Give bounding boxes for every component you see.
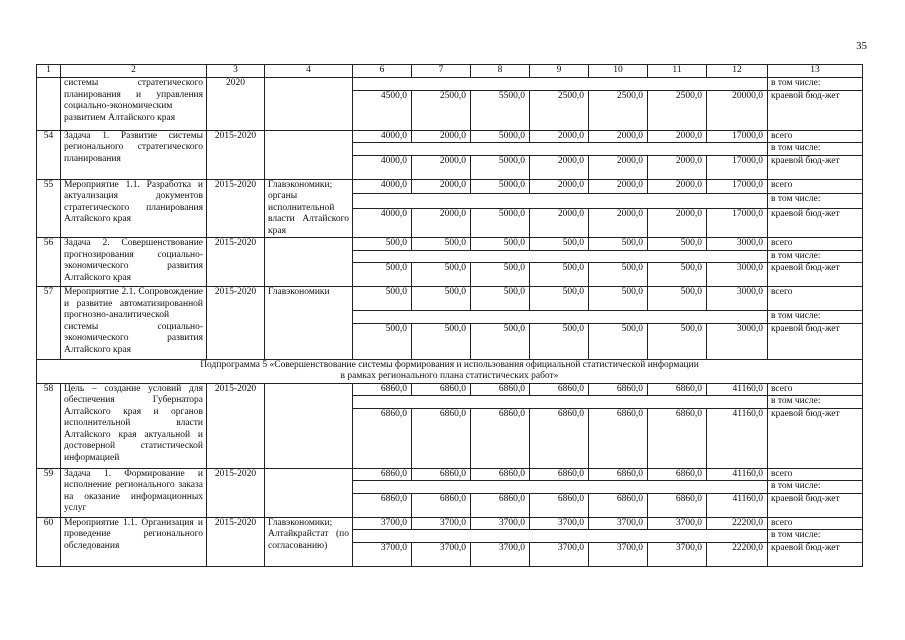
value-cell: 3700,0: [471, 517, 530, 530]
empty-cell: [353, 78, 768, 91]
value-cell: 20000,0: [707, 90, 768, 130]
value-cell: 3700,0: [471, 542, 530, 566]
item-years: 2015-2020: [207, 468, 265, 517]
item-executor: Главэкономики; Алтайкрайстат (по согласованию): [265, 517, 353, 566]
value-cell: 41160,0: [707, 468, 768, 481]
value-cell: 22200,0: [707, 517, 768, 530]
value-cell: 2500,0: [589, 90, 648, 130]
header-cell: 7: [412, 65, 471, 78]
funding-label: всего: [768, 238, 863, 251]
item-name: Мероприятие 2.1. Сопровождение и развитие автоматизированной прогнозно-аналитической системы социально-экономического развития Алтайского края: [61, 287, 207, 360]
row-number: 55: [37, 179, 61, 238]
item-name: Мероприятие 1.1. Разработка и актуализация документов стратегического планирования Алтайского края: [61, 179, 207, 238]
value-cell: 2000,0: [589, 179, 648, 194]
funding-label: всего: [768, 468, 863, 481]
funding-label: в том числе:: [768, 481, 863, 494]
value-cell: 6860,0: [412, 383, 471, 396]
row-number: 54: [37, 130, 61, 179]
value-cell: 41160,0: [707, 493, 768, 517]
value-cell: 3700,0: [530, 517, 589, 530]
value-cell: 2000,0: [589, 155, 648, 179]
value-cell: 500,0: [648, 323, 707, 359]
value-cell: 2000,0: [412, 179, 471, 194]
funding-label: всего: [768, 383, 863, 396]
value-cell: 6860,0: [353, 493, 412, 517]
value-cell: 3700,0: [412, 542, 471, 566]
value-cell: 3000,0: [707, 238, 768, 251]
value-cell: 3000,0: [707, 287, 768, 311]
funding-label: краевой бюд-жет: [768, 90, 863, 130]
subprogram-title: [37, 359, 863, 383]
value-cell: 4000,0: [353, 209, 412, 238]
funding-label: краевой бюд-жет: [768, 263, 863, 287]
item-years: 2015-2020: [207, 383, 265, 468]
item-executor: [265, 383, 353, 468]
value-cell: 6860,0: [648, 468, 707, 481]
value-cell: 6860,0: [589, 383, 648, 396]
item-executor: Главэкономики: [265, 287, 353, 360]
value-cell: 500,0: [589, 287, 648, 311]
value-cell: 6860,0: [530, 493, 589, 517]
value-cell: 2000,0: [648, 179, 707, 194]
value-cell: 6860,0: [471, 383, 530, 396]
value-cell: 2000,0: [530, 209, 589, 238]
value-cell: 4000,0: [353, 155, 412, 179]
value-cell: 6860,0: [471, 493, 530, 517]
value-cell: 500,0: [471, 238, 530, 251]
table-row: [37, 287, 863, 311]
funding-label: в том числе:: [768, 78, 863, 91]
row-number: 56: [37, 238, 61, 287]
item-name: Мероприятие 1.1. Организация и проведение регионального обследования: [61, 517, 207, 566]
item-executor: [265, 468, 353, 517]
value-cell: 17000,0: [707, 179, 768, 194]
value-cell: 6860,0: [530, 468, 589, 481]
funding-label: в том числе:: [768, 396, 863, 409]
value-cell: 17000,0: [707, 209, 768, 238]
value-cell: 500,0: [471, 263, 530, 287]
value-cell: 41160,0: [707, 383, 768, 396]
header-cell: 4: [265, 65, 353, 78]
value-cell: 6860,0: [648, 383, 707, 396]
empty-cell: [353, 481, 768, 494]
value-cell: 2000,0: [412, 130, 471, 143]
value-cell: 3700,0: [589, 517, 648, 530]
value-cell: 500,0: [353, 323, 412, 359]
header-cell: 13: [768, 65, 863, 78]
empty-cell: [353, 143, 768, 156]
header-cell: 11: [648, 65, 707, 78]
value-cell: 3700,0: [648, 517, 707, 530]
empty-cell: [353, 311, 768, 324]
funding-label: в том числе:: [768, 194, 863, 209]
value-cell: 6860,0: [353, 383, 412, 396]
value-cell: 6860,0: [530, 383, 589, 396]
subprogram-line-1: Подпрограмма 5 «Совершенствование системы формирования и использования официальной статистической информации: [200, 359, 699, 370]
row-number: 60: [37, 517, 61, 566]
value-cell: 4000,0: [353, 179, 412, 194]
value-cell: 2000,0: [648, 209, 707, 238]
value-cell: 2000,0: [589, 130, 648, 143]
value-cell: 6860,0: [648, 493, 707, 517]
value-cell: 3700,0: [353, 517, 412, 530]
budget-table: [36, 64, 863, 567]
header-cell: 8: [471, 65, 530, 78]
value-cell: 6860,0: [471, 468, 530, 481]
value-cell: 5000,0: [471, 209, 530, 238]
header-cell: 1: [37, 65, 61, 78]
value-cell: 500,0: [589, 323, 648, 359]
item-executor: [265, 130, 353, 179]
item-years: 2015-2020: [207, 517, 265, 566]
table-row: [37, 78, 863, 91]
value-cell: 500,0: [471, 287, 530, 311]
item-years: 2015-2020: [207, 130, 265, 179]
header-cell: 9: [530, 65, 589, 78]
funding-label: краевой бюд-жет: [768, 493, 863, 517]
funding-label: всего: [768, 287, 863, 311]
table-row: [37, 517, 863, 530]
value-cell: 6860,0: [589, 493, 648, 517]
funding-label: краевой бюд-жет: [768, 323, 863, 359]
value-cell: 6860,0: [471, 408, 530, 468]
funding-label: в том числе:: [768, 530, 863, 543]
funding-label: краевой бюд-жет: [768, 209, 863, 238]
value-cell: 2500,0: [648, 90, 707, 130]
row-number: 59: [37, 468, 61, 517]
row-number: 58: [37, 383, 61, 468]
row-number: [37, 78, 61, 131]
value-cell: 2000,0: [530, 179, 589, 194]
table-row: [37, 179, 863, 194]
table-row: [37, 383, 863, 396]
value-cell: 6860,0: [353, 468, 412, 481]
value-cell: 17000,0: [707, 155, 768, 179]
page-number: 35: [856, 40, 867, 52]
funding-label: всего: [768, 517, 863, 530]
item-years: 2015-2020: [207, 179, 265, 238]
item-name: Задача 1. Формирование и исполнение регионального заказа на оказание информационных услуг: [61, 468, 207, 517]
value-cell: 500,0: [648, 263, 707, 287]
item-years: 2015-2020: [207, 238, 265, 287]
table-row: [37, 130, 863, 143]
value-cell: 17000,0: [707, 130, 768, 143]
empty-cell: [353, 250, 768, 263]
header-cell: 12: [707, 65, 768, 78]
header-cell: 2: [61, 65, 207, 78]
value-cell: 5000,0: [471, 130, 530, 143]
value-cell: 3700,0: [530, 542, 589, 566]
value-cell: 500,0: [412, 323, 471, 359]
value-cell: 2000,0: [589, 209, 648, 238]
subprogram-line-2: в рамках регионального плана статистических работ»: [340, 371, 559, 381]
value-cell: 500,0: [412, 263, 471, 287]
value-cell: 6860,0: [412, 468, 471, 481]
empty-cell: [353, 530, 768, 543]
header-cell: 3: [207, 65, 265, 78]
value-cell: 500,0: [412, 287, 471, 311]
header-cell: 10: [589, 65, 648, 78]
value-cell: 2000,0: [530, 130, 589, 143]
value-cell: 4000,0: [353, 130, 412, 143]
item-name: Задача 2. Совершенствование прогнозирования социально-экономического развития Алтайского края: [61, 238, 207, 287]
value-cell: 500,0: [589, 238, 648, 251]
funding-label: в том числе:: [768, 311, 863, 324]
value-cell: 6860,0: [589, 408, 648, 468]
value-cell: 500,0: [353, 287, 412, 311]
subprogram-row: [37, 359, 863, 383]
value-cell: 2000,0: [648, 155, 707, 179]
funding-label: всего: [768, 130, 863, 143]
value-cell: 500,0: [530, 238, 589, 251]
value-cell: 500,0: [471, 323, 530, 359]
value-cell: 2000,0: [648, 130, 707, 143]
value-cell: 5000,0: [471, 179, 530, 194]
value-cell: 3000,0: [707, 263, 768, 287]
value-cell: 500,0: [589, 263, 648, 287]
value-cell: 3700,0: [353, 542, 412, 566]
funding-label: краевой бюд-жет: [768, 542, 863, 566]
value-cell: 500,0: [530, 287, 589, 311]
value-cell: 5000,0: [471, 155, 530, 179]
value-cell: 41160,0: [707, 408, 768, 468]
value-cell: 4500,0: [353, 90, 412, 130]
value-cell: 2000,0: [412, 155, 471, 179]
value-cell: 6860,0: [412, 493, 471, 517]
funding-label: краевой бюд-жет: [768, 155, 863, 179]
funding-label: всего: [768, 179, 863, 194]
row-number: 57: [37, 287, 61, 360]
value-cell: 2500,0: [530, 90, 589, 130]
value-cell: 5500,0: [471, 90, 530, 130]
value-cell: 500,0: [353, 263, 412, 287]
item-name: Цель – создание условий для обеспечения Губернатора Алтайского края и органов исполнительной власти Алтайского края актуальной и достоверной статистической информацией: [61, 383, 207, 468]
value-cell: 2000,0: [412, 209, 471, 238]
item-years: 2020: [207, 78, 265, 131]
item-executor: Главэкономики; органы исполнительной власти Алтайского края: [265, 179, 353, 238]
header-row: [37, 65, 863, 78]
item-executor: [265, 78, 353, 131]
value-cell: 6860,0: [412, 408, 471, 468]
empty-cell: [353, 396, 768, 409]
item-executor: [265, 238, 353, 287]
funding-label: в том числе:: [768, 143, 863, 156]
value-cell: 500,0: [648, 287, 707, 311]
item-name: Задача 1. Развитие системы регионального стратегического планирования: [61, 130, 207, 179]
value-cell: 2500,0: [412, 90, 471, 130]
value-cell: 500,0: [353, 238, 412, 251]
value-cell: 500,0: [530, 323, 589, 359]
value-cell: 6860,0: [648, 408, 707, 468]
value-cell: 22200,0: [707, 542, 768, 566]
value-cell: 6860,0: [353, 408, 412, 468]
value-cell: 500,0: [412, 238, 471, 251]
funding-label: в том числе:: [768, 250, 863, 263]
table-row: [37, 468, 863, 481]
empty-cell: [353, 194, 768, 209]
value-cell: 2000,0: [530, 155, 589, 179]
item-name: системы стратегического планирования и управления социально-экономическим развитием Алтайского края: [61, 78, 207, 131]
value-cell: 3700,0: [589, 542, 648, 566]
table-row: [37, 238, 863, 251]
header-cell: 6: [353, 65, 412, 78]
item-years: 2015-2020: [207, 287, 265, 360]
value-cell: 3000,0: [707, 323, 768, 359]
value-cell: 3700,0: [412, 517, 471, 530]
value-cell: 500,0: [530, 263, 589, 287]
value-cell: 6860,0: [589, 468, 648, 481]
value-cell: 500,0: [648, 238, 707, 251]
value-cell: 3700,0: [648, 542, 707, 566]
value-cell: 6860,0: [530, 408, 589, 468]
funding-label: краевой бюд-жет: [768, 408, 863, 468]
